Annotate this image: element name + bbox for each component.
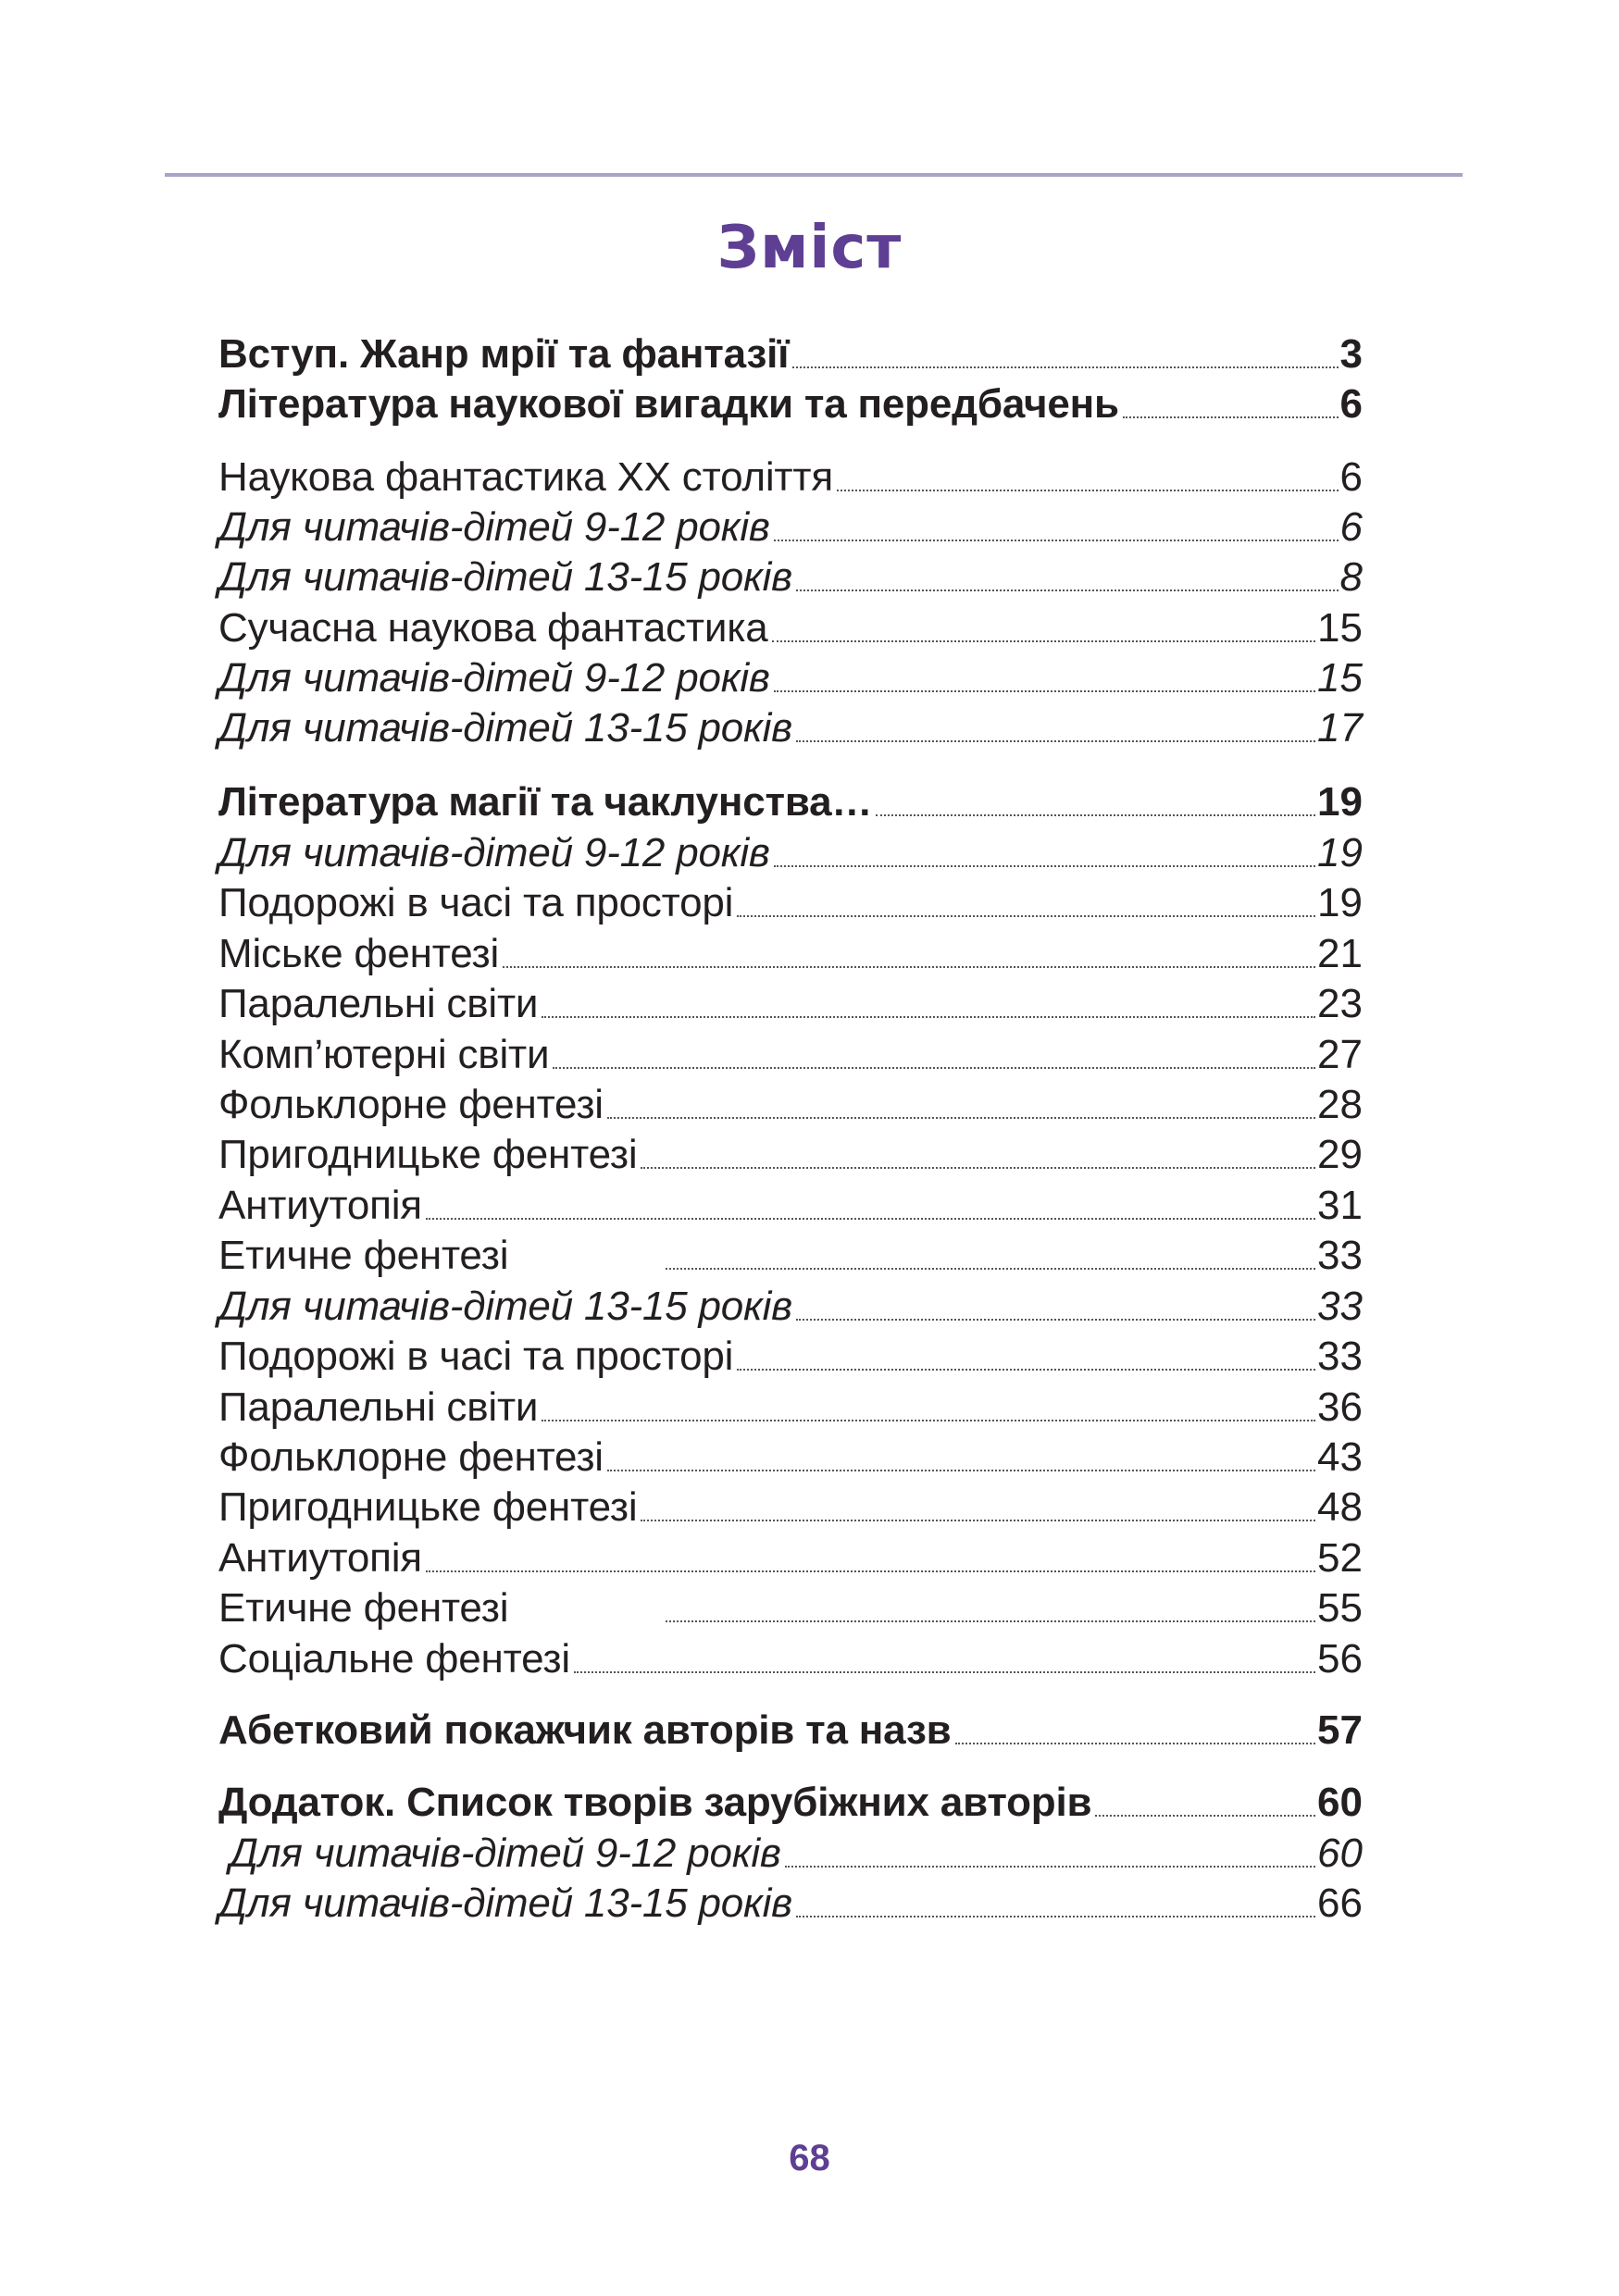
toc-entry[interactable] bbox=[218, 1433, 1363, 1483]
table-of-contents bbox=[218, 0, 1363, 2296]
toc-entry[interactable] bbox=[218, 1533, 1363, 1583]
toc-entry-page: 33 bbox=[1317, 1334, 1363, 1379]
toc-entry-page: 19 bbox=[1317, 880, 1363, 925]
toc-entry-label: Абетковий покажчик авторів та назв bbox=[218, 1707, 952, 1753]
toc-entry-page: 60 bbox=[1317, 1780, 1363, 1825]
toc-leader bbox=[796, 740, 1315, 742]
toc-entry-page: 56 bbox=[1317, 1636, 1363, 1682]
toc-entry-label: Подорожі в часі та просторі bbox=[218, 880, 734, 925]
toc-entry-page: 29 bbox=[1317, 1132, 1363, 1177]
toc-leader bbox=[737, 915, 1315, 917]
toc-entry-label: Антиутопія bbox=[218, 1183, 422, 1228]
toc-entry-page: 6 bbox=[1339, 504, 1363, 550]
toc-entry[interactable] bbox=[218, 1130, 1363, 1180]
toc-entry[interactable] bbox=[218, 878, 1363, 928]
toc-entry[interactable] bbox=[218, 1583, 1363, 1633]
toc-leader bbox=[666, 1268, 1315, 1270]
toc-entry-label: Пригодницьке фентезі bbox=[218, 1484, 638, 1530]
page-number: 68 bbox=[789, 2138, 830, 2178]
toc-entry-page: 27 bbox=[1317, 1032, 1363, 1077]
toc-entry[interactable] bbox=[218, 1282, 1363, 1332]
toc-leader bbox=[607, 1470, 1315, 1471]
toc-entry-page: 60 bbox=[1317, 1831, 1363, 1876]
toc-entry-page: 8 bbox=[1339, 554, 1363, 600]
toc-entry-label: Для читачів-дітей 13-15 років bbox=[218, 554, 792, 600]
toc-entry-index[interactable] bbox=[218, 1706, 1363, 1756]
toc-entry-page: 17 bbox=[1317, 705, 1363, 751]
toc-entry-page: 15 bbox=[1317, 605, 1363, 651]
toc-entry-label: Для читачів-дітей 13-15 років bbox=[218, 1880, 792, 1926]
toc-entry[interactable] bbox=[218, 1383, 1363, 1433]
toc-entry-label: Вступ. Жанр мрії та фантазії bbox=[218, 331, 790, 377]
toc-entry-page: 33 bbox=[1317, 1233, 1363, 1278]
toc-leader bbox=[542, 1420, 1315, 1421]
toc-entry-page: 6 bbox=[1339, 454, 1363, 500]
toc-entry-page: 19 bbox=[1317, 830, 1363, 875]
toc-entry-label: Для читачів-дітей 9-12 років bbox=[218, 655, 770, 701]
toc-entry-label: Антиутопія bbox=[218, 1535, 422, 1581]
toc-entry[interactable] bbox=[218, 1231, 1363, 1281]
toc-entry-label: Етичне фентезі bbox=[218, 1585, 509, 1631]
toc-entry[interactable] bbox=[218, 1483, 1363, 1533]
toc-leader bbox=[792, 366, 1338, 368]
toc-leader bbox=[1095, 1815, 1315, 1817]
toc-leader bbox=[641, 1520, 1315, 1521]
toc-entry-page: 6 bbox=[1339, 381, 1363, 427]
toc-leader bbox=[837, 490, 1339, 491]
toc-entry-label: Наукова фантастика ХХ століття bbox=[218, 454, 833, 500]
toc-entry-science-fiction[interactable] bbox=[218, 379, 1363, 429]
toc-leader bbox=[1123, 416, 1339, 418]
toc-entry-label: Подорожі в часі та просторі bbox=[218, 1334, 734, 1379]
toc-entry-intro[interactable] bbox=[218, 329, 1363, 379]
toc-leader bbox=[737, 1369, 1315, 1371]
toc-entry-label: Паралельні світи bbox=[218, 1384, 539, 1430]
toc-entry[interactable] bbox=[218, 503, 1363, 552]
toc-leader bbox=[503, 966, 1315, 968]
toc-entry-page: 33 bbox=[1317, 1284, 1363, 1329]
toc-leader bbox=[785, 1866, 1315, 1868]
toc-entry-label: Для читачів-дітей 9-12 років bbox=[218, 504, 770, 550]
toc-leader bbox=[955, 1743, 1316, 1744]
toc-leader bbox=[772, 640, 1315, 642]
toc-entry-page: 23 bbox=[1317, 981, 1363, 1026]
toc-entry[interactable] bbox=[218, 1181, 1363, 1231]
toc-entry[interactable] bbox=[218, 1829, 1363, 1879]
toc-entry-label: Сучасна наукова фантастика bbox=[218, 605, 768, 651]
toc-entry-page: 57 bbox=[1317, 1707, 1363, 1753]
toc-leader bbox=[774, 865, 1315, 867]
toc-leader bbox=[426, 1218, 1315, 1220]
toc-leader bbox=[426, 1570, 1315, 1572]
toc-entry-page: 36 bbox=[1317, 1384, 1363, 1430]
toc-entry[interactable] bbox=[218, 453, 1363, 503]
toc-entry[interactable] bbox=[218, 1879, 1363, 1929]
toc-entry-page: 43 bbox=[1317, 1434, 1363, 1480]
toc-entry-page: 31 bbox=[1317, 1183, 1363, 1228]
toc-entry-page: 66 bbox=[1317, 1880, 1363, 1926]
toc-entry-appendix[interactable] bbox=[218, 1778, 1363, 1828]
toc-entry-label: Міське фентезі bbox=[218, 931, 500, 976]
toc-entry-page: 21 bbox=[1317, 931, 1363, 976]
toc-entry-label: Фольклорне фентезі bbox=[218, 1082, 604, 1127]
toc-entry[interactable] bbox=[218, 703, 1363, 753]
toc-entry-magic-literature[interactable] bbox=[218, 777, 1363, 827]
toc-entry-label: Соціальне фентезі bbox=[218, 1636, 570, 1682]
toc-entry-label: Етичне фентезі bbox=[218, 1233, 509, 1278]
toc-entry-label: Література магії та чаклунства… bbox=[218, 779, 873, 825]
toc-entry-page: 28 bbox=[1317, 1082, 1363, 1127]
toc-entry-label: Паралельні світи bbox=[218, 981, 539, 1026]
toc-leader bbox=[542, 1016, 1315, 1018]
toc-leader bbox=[796, 1916, 1315, 1917]
toc-leader bbox=[876, 814, 1315, 816]
toc-leader bbox=[553, 1067, 1315, 1069]
toc-entry-label: Для читачів-дітей 9-12 років bbox=[218, 830, 770, 875]
toc-entry-page: 19 bbox=[1317, 779, 1363, 825]
toc-leader bbox=[574, 1671, 1315, 1673]
toc-entry-page: 48 bbox=[1317, 1484, 1363, 1530]
toc-entry[interactable] bbox=[218, 552, 1363, 602]
toc-entry[interactable] bbox=[218, 653, 1363, 703]
toc-entry-page: 55 bbox=[1317, 1585, 1363, 1631]
toc-entry-label: Комп’ютерні світи bbox=[218, 1032, 550, 1077]
toc-entry[interactable] bbox=[218, 1030, 1363, 1080]
toc-entry-page: 52 bbox=[1317, 1535, 1363, 1581]
toc-entry-label: Література наукової вигадки та передбачень bbox=[218, 381, 1119, 427]
toc-entry-label: Для читачів-дітей 9-12 років bbox=[230, 1831, 781, 1876]
toc-entry-page: 3 bbox=[1339, 331, 1363, 377]
toc-entry[interactable] bbox=[218, 828, 1363, 878]
toc-leader bbox=[774, 540, 1339, 541]
toc-entry[interactable] bbox=[218, 1332, 1363, 1382]
toc-leader bbox=[607, 1117, 1315, 1119]
toc-entry-page: 15 bbox=[1317, 655, 1363, 701]
toc-leader bbox=[796, 1319, 1315, 1321]
toc-entry[interactable] bbox=[218, 603, 1363, 653]
toc-entry-label: Для читачів-дітей 13-15 років bbox=[218, 1284, 792, 1329]
toc-leader bbox=[796, 590, 1339, 591]
toc-entry-label: Фольклорне фентезі bbox=[218, 1434, 604, 1480]
toc-leader bbox=[641, 1167, 1315, 1169]
toc-entry[interactable] bbox=[218, 1634, 1363, 1684]
page-title: Зміст bbox=[716, 214, 903, 282]
toc-entry-label: Пригодницьке фентезі bbox=[218, 1132, 638, 1177]
toc-entry[interactable] bbox=[218, 1080, 1363, 1130]
toc-entry-label: Додаток. Список творів зарубіжних авторів bbox=[218, 1780, 1092, 1825]
toc-entry[interactable] bbox=[218, 929, 1363, 979]
toc-entry[interactable] bbox=[218, 979, 1363, 1029]
toc-leader bbox=[666, 1620, 1315, 1622]
toc-entry-label: Для читачів-дітей 13-15 років bbox=[218, 705, 792, 751]
toc-leader bbox=[774, 690, 1315, 692]
